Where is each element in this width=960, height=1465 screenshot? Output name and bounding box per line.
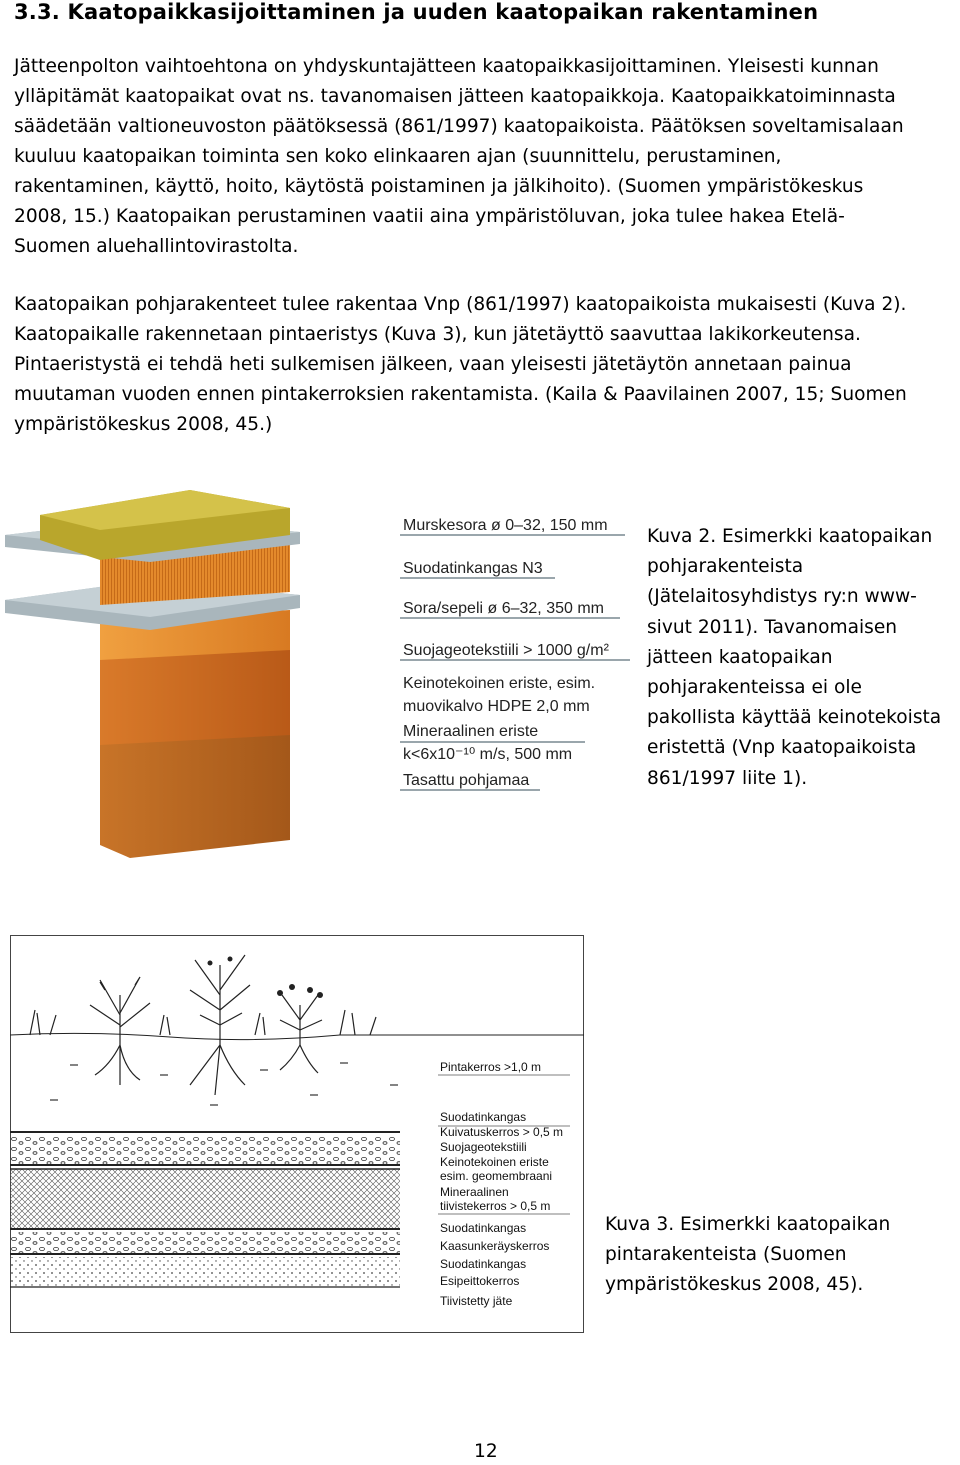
paragraph-2: [14, 290, 959, 440]
mineral-liner-layer: [100, 645, 290, 745]
figure3-label: Suojageotekstiili: [440, 1140, 527, 1154]
figure3-label: Suodatinkangas: [440, 1221, 527, 1235]
paragraph-line: säädetään valtioneuvoston päätöksessä (861/1997) kaatopaikoista. Päätöksen soveltamisalaan: [14, 116, 904, 137]
caption-line: (Jätelaitosyhdistys ry:n www-: [647, 586, 917, 608]
page-number: 12: [474, 1441, 498, 1462]
paragraph-line: Suomen aluehallintovirastolta.: [14, 236, 299, 257]
figure2-label: Suodatinkangas N3: [403, 560, 543, 577]
caption-line: ympäristökeskus 2008, 45).: [605, 1274, 864, 1296]
figure2-label: Suojageotekstiili > 1000 g/m²: [403, 642, 609, 659]
landfill-base-structure-figure: [0, 480, 640, 865]
figure2-label: Sora/sepeli ø 6–32, 350 mm: [403, 600, 604, 617]
paragraph-line: rakentaminen, käyttö, hoito, käytöstä poistaminen ja jälkihoito). (Suomen ympäristökeskus: [14, 176, 864, 197]
figure2-label: Murskesora ø 0–32, 150 mm: [403, 517, 608, 534]
caption-line: 861/1997 liite 1).: [647, 767, 808, 789]
figure3-label: esim. geomembraani: [440, 1169, 553, 1183]
figure3-label: Suodatinkangas: [440, 1257, 527, 1271]
paragraph-line: Pintaeristystä ei tehdä heti sulkemisen jälkeen, vaan yleisesti jätetäytön annetaan painua: [14, 354, 852, 375]
figure3-label: Keinotekoinen eriste: [440, 1155, 549, 1169]
figure2-label: Mineraalinen eriste: [403, 723, 539, 740]
drainage-layer: [10, 1132, 400, 1165]
paragraph-line: ympäristökeskus 2008, 45.): [14, 414, 273, 435]
subgrade-layer: [100, 730, 290, 858]
paragraph-line: ylläpitämät kaatopaikat ovat ns. tavanomaisen jätteen kaatopaikkoja. Kaatopaikkatoiminnasta: [14, 86, 896, 107]
figure2-label: Keinotekoinen eriste, esim.: [403, 675, 596, 692]
caption-line: pohjarakenteista: [647, 556, 804, 578]
caption-line: Kuva 2. Esimerkki kaatopaikan: [647, 526, 933, 547]
figure3-label: Mineraalinen: [440, 1185, 509, 1199]
caption-line: pintarakenteista (Suomen: [605, 1244, 847, 1266]
figure2-label: Tasattu pohjamaa: [403, 772, 530, 789]
caption-line: pohjarakenteissa ei ole: [647, 677, 862, 699]
figure3-label: tiivistekerros > 0,5 m: [440, 1199, 551, 1213]
section-heading: 3.3. Kaatopaikkasijoittaminen ja uuden kaatopaikan rakentaminen: [14, 0, 819, 24]
figure3-label: Kaasunkeräyskerros: [440, 1239, 550, 1253]
paragraph-line: kuuluu kaatopaikan toiminta sen koko elinkaaren ajan (suunnittelu, perustaminen,: [14, 146, 782, 167]
paragraph-line: Jätteenpolton vaihtoehtona on yhdyskuntajätteen kaatopaikkasijoittaminen. Yleisesti kunnan: [14, 56, 879, 77]
caption-line: jätteen kaatopaikan: [647, 646, 833, 668]
caption-line: pakollista käyttää keinotekoista: [647, 707, 942, 729]
gas-collection-layer: [10, 1232, 400, 1254]
figure2-caption: [647, 522, 941, 794]
paragraph-line: muutaman vuoden ennen pintakerroksien rakentamista. (Kaila & Paavilainen 2007, 15; Suomen: [14, 384, 907, 405]
sealing-layer: [10, 1169, 400, 1229]
caption-line: sivut 2011). Tavanomaisen: [647, 616, 898, 638]
figure3-label: Tiivistetty jäte: [440, 1294, 513, 1308]
paragraph-line: Kaatopaikan pohjarakenteet tulee rakentaa Vnp (861/1997) kaatopaikoista mukaisesti (Kuva 2).: [14, 294, 907, 315]
figure3-label: Suodatinkangas: [440, 1110, 527, 1124]
paragraph-line: Kaatopaikalle rakennetaan pintaeristys (Kuva 3), kun jätetäyttö saavuttaa lakikorkeutensa.: [14, 324, 861, 345]
figure3-caption: [605, 1210, 890, 1301]
paragraph-1: [14, 52, 959, 262]
figure3-label: Kuivatuskerros > 0,5 m: [440, 1125, 564, 1139]
pre-cover-layer: [10, 1257, 400, 1287]
landfill-surface-structure-figure: [10, 935, 584, 1333]
caption-line: eristettä (Vnp kaatopaikoista: [647, 737, 917, 759]
figure2-label: muovikalvo HDPE 2,0 mm: [403, 698, 590, 715]
figure3-label: Pintakerros >1,0 m: [440, 1060, 542, 1074]
caption-line: Kuva 3. Esimerkki kaatopaikan: [605, 1214, 891, 1235]
figure2-label: k<6x10⁻¹⁰ m/s, 500 mm: [403, 746, 573, 763]
paragraph-line: 2008, 15.) Kaatopaikan perustaminen vaatii aina ympäristöluvan, joka tulee hakea Etelä-: [14, 206, 845, 227]
figure3-label: Esipeittokerros: [440, 1274, 520, 1288]
